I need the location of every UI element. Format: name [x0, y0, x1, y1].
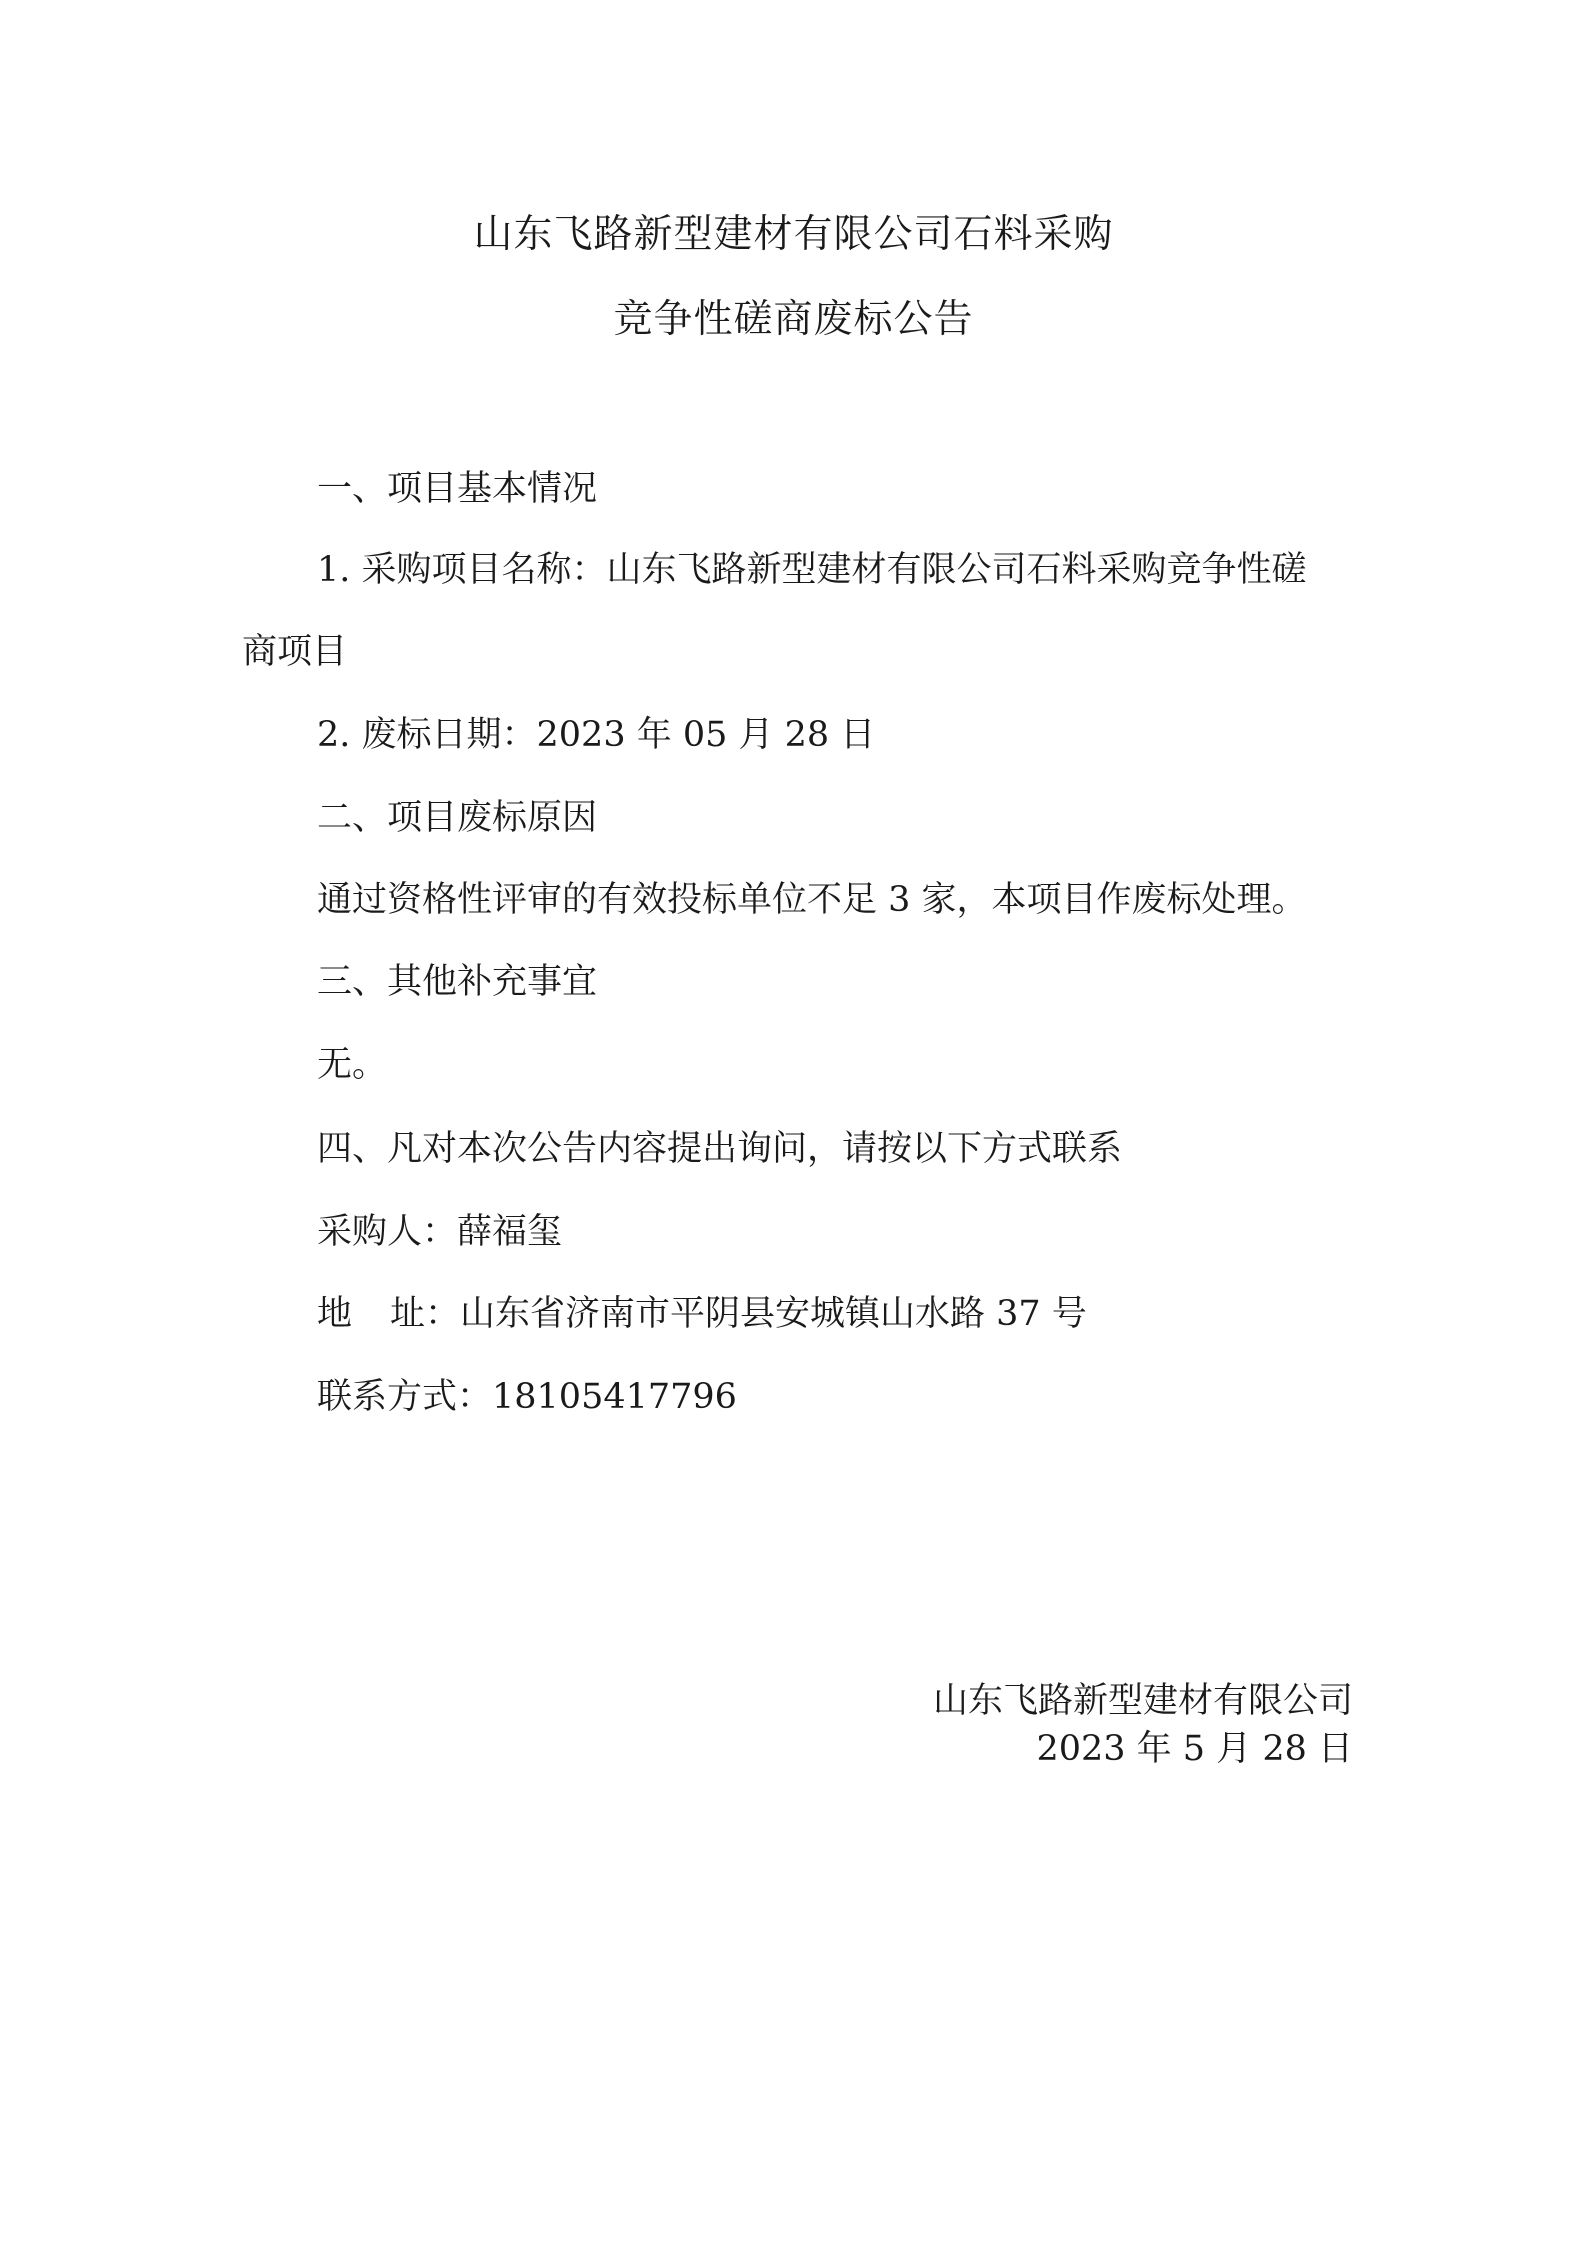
section-4-heading: 四、凡对本次公告内容提出询问，请按以下方式联系: [317, 1129, 1123, 1169]
document-title-line-2: 竞争性磋商废标公告: [613, 297, 974, 342]
signature-company: 山东飞路新型建材有限公司: [932, 1681, 1353, 1721]
address-label-a: 地: [317, 1294, 353, 1334]
purchaser: 采购人：薛福玺: [317, 1212, 563, 1252]
void-reason: 通过资格性评审的有效投标单位不足 3 家，本项目作废标处理。: [317, 880, 1307, 920]
void-date: 2. 废标日期：2023 年 05 月 28 日: [317, 715, 876, 755]
project-name-line-2: 商项目: [242, 632, 348, 672]
address: [317, 1292, 1087, 1336]
document-title-line-1: 山东飞路新型建材有限公司石料采购: [473, 212, 1114, 257]
contact-info: 联系方式：18105417796: [317, 1377, 737, 1417]
section-1-heading: 一、项目基本情况: [317, 469, 598, 509]
address-label-b: 址：山东省济南市平阴县安城镇山水路 37 号: [390, 1294, 1087, 1334]
supplementary-body: 无。: [317, 1045, 388, 1085]
section-2-heading: 二、项目废标原因: [317, 798, 598, 838]
project-name-line-1: 1. 采购项目名称：山东飞路新型建材有限公司石料采购竞争性磋: [317, 550, 1307, 590]
section-3-heading: 三、其他补充事宜: [317, 962, 598, 1002]
signature-date: 2023 年 5 月 28 日: [1036, 1729, 1353, 1769]
